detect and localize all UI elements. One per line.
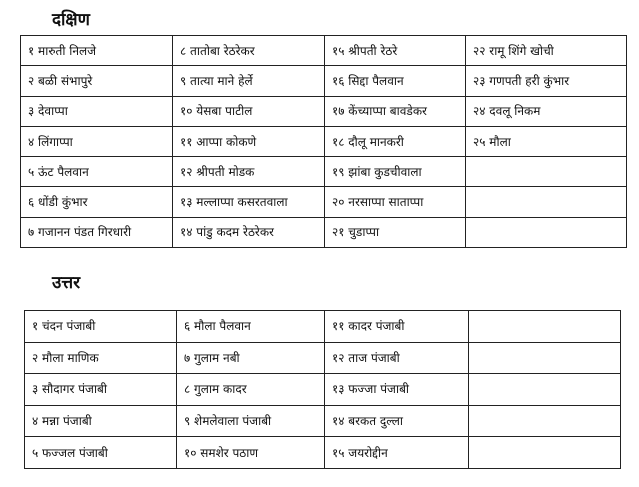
table-row — [21, 36, 627, 66]
south-wrestlers-table — [20, 35, 627, 248]
table-cell: १२ श्रीपती मोडक — [173, 157, 325, 187]
table-cell — [469, 405, 621, 437]
table-cell — [469, 374, 621, 406]
table-cell: १२ ताज पंजाबी — [325, 342, 469, 374]
table-cell — [469, 342, 621, 374]
table-row — [21, 66, 627, 96]
table-row — [25, 374, 621, 406]
section-title-north: उत्तर — [52, 273, 81, 293]
table-cell: १९ झांबा कुडचीवाला — [325, 157, 466, 187]
table-cell — [466, 187, 627, 217]
table-cell: ८ तातोबा रेठरेकर — [173, 36, 325, 66]
table-cell: १४ पांडु कदम रेठरेकर — [173, 217, 325, 247]
table-cell: ४ लिंगाप्पा — [21, 126, 173, 156]
table-cell: १० समशेर पठाण — [177, 437, 325, 469]
table-cell: ४ मन्ना पंजाबी — [25, 405, 177, 437]
table-cell: २ बळी संभापुरे — [21, 66, 173, 96]
table-cell: ८ गुलाम कादर — [177, 374, 325, 406]
table-row — [25, 311, 621, 343]
table-cell: १ चंदन पंजाबी — [25, 311, 177, 343]
table-cell: ५ फज्जल पंजाबी — [25, 437, 177, 469]
table-cell: १ मारुती निलजे — [21, 36, 173, 66]
table-cell: ७ गुलाम नबी — [177, 342, 325, 374]
table-row — [21, 126, 627, 156]
section-title-south: दक्षिण — [52, 10, 90, 30]
table-cell: १६ सिद्दा पैलवान — [325, 66, 466, 96]
table-cell: २५ मौला — [466, 126, 627, 156]
table-cell: १८ दौलू मानकरी — [325, 126, 466, 156]
table-row — [21, 217, 627, 247]
table-cell: ११ कादर पंजाबी — [325, 311, 469, 343]
table-cell: १५ जयरोद्दीन — [325, 437, 469, 469]
table-cell: २ मौला माणिक — [25, 342, 177, 374]
table-cell: २४ दवलू निकम — [466, 96, 627, 126]
table-cell: ११ आप्पा कोकणे — [173, 126, 325, 156]
table-row — [25, 437, 621, 469]
table-cell: ६ धोंडी कुंभार — [21, 187, 173, 217]
table-row — [21, 157, 627, 187]
table-cell — [466, 157, 627, 187]
table-cell: ९ शेमलेवाला पंजाबी — [177, 405, 325, 437]
table-cell: ७ गजानन पंडत गिरधारी — [21, 217, 173, 247]
table-cell: २० नरसाप्पा साताप्पा — [325, 187, 466, 217]
table-row — [21, 187, 627, 217]
table-cell — [469, 437, 621, 469]
table-cell: ९ तात्या माने हेर्ले — [173, 66, 325, 96]
table-cell: ३ देवाप्पा — [21, 96, 173, 126]
table-cell: २२ रामू शिंगे खोची — [466, 36, 627, 66]
table-cell: १३ फज्जा पंजाबी — [325, 374, 469, 406]
table-cell: १४ बरकत दुल्ला — [325, 405, 469, 437]
table-cell: १० येसबा पाटील — [173, 96, 325, 126]
table-cell: ३ सौदागर पंजाबी — [25, 374, 177, 406]
table-cell: १३ मल्लाप्पा कसरतवाला — [173, 187, 325, 217]
table-cell: १५ श्रीपती रेठरे — [325, 36, 466, 66]
table-cell: ५ ऊंट पैलवान — [21, 157, 173, 187]
table-cell — [469, 311, 621, 343]
table-cell: २३ गणपती हरी कुंभार — [466, 66, 627, 96]
table-row — [25, 405, 621, 437]
table-cell: २१ चुडाप्पा — [325, 217, 466, 247]
table-cell: १७ केंच्याप्पा बावडेकर — [325, 96, 466, 126]
table-row — [21, 96, 627, 126]
table-cell: ६ मौला पैलवान — [177, 311, 325, 343]
north-wrestlers-table — [24, 310, 621, 469]
table-row — [25, 342, 621, 374]
table-cell — [466, 217, 627, 247]
